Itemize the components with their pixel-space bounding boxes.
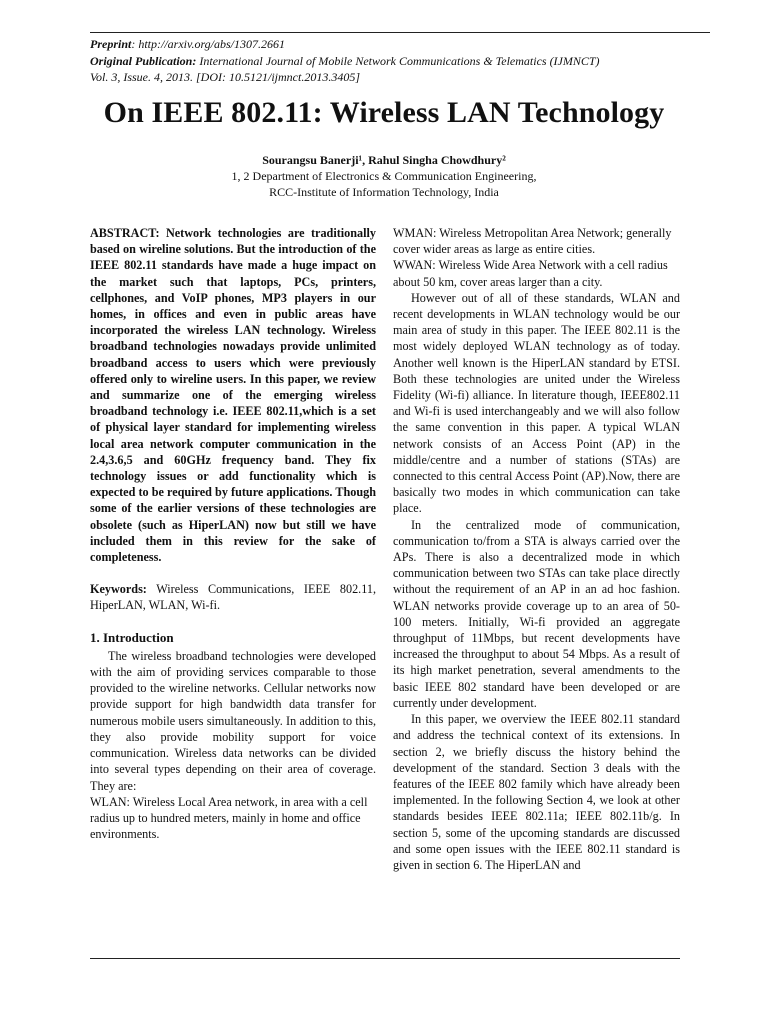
preprint-url[interactable]: : http://arxiv.org/abs/1307.2661 <box>131 37 285 51</box>
left-column <box>90 225 376 842</box>
publication-label: Original Publication: <box>90 53 197 68</box>
keywords-label: Keywords: <box>90 582 147 597</box>
wman-definition: WMAN: Wireless Metropolitan Area Network; generally cover wider areas as large as entire cities. <box>393 226 672 257</box>
body-paragraph-3: In this paper, we overview the IEEE 802.11 standard and address the technical context of its extensions. In section 2, we briefly discuss the history behind the development of the standard. Section 3 deals with the features of the IEEE 802 family which have already been implemented. In the following Section 4, we look at other standards besides IEEE 802.11a; IEEE 802.11b/g. In section 5, some of the upcoming standards are discussed and some open issues with the IEEE 802.11 standard is given in section 6. The HiperLAN and <box>393 712 680 872</box>
author-names: Sourangsu Banerji¹, Rahul Singha Chowdhury² <box>262 153 506 167</box>
paper-title: On IEEE 802.11: Wireless LAN Technology <box>103 96 665 129</box>
keywords <box>90 581 376 613</box>
body-paragraph-1: However out of all of these standards, WLAN and recent developments in WLAN technology would be our main area of study in this paper. The IEEE 802.11 is the most widely deployed WLAN technology as of today. Another well known is the HiperLAN standard by ETSI. Both these technologies are united under the Wireless Fidelity (Wi-fi) alliance. In literature though, IEEE802.11 and Wi-fi is used interchangeably and we will also follow the same convention in this paper. A typical WLAN network consists of an Access Point (AP) in the middle/centre and a number of stations (STAs) are connected to this central Access Point (AP).Now, there are basically two modes in which communication can take place. <box>393 290 680 516</box>
author-block <box>60 152 708 200</box>
abstract: ABSTRACT: Network technologies are traditionally based on wireline solutions. But the introduction of the IEEE 802.11 standards have made a huge impact on the market such that laptops, PCs, printers, cellphones, and VoIP phones, MP3 players in our homes, in offices and even in public areas have incorporated the wireless LAN technology. Wireless broadband technologies nowadays provide unlimited broadband access to users which were previously offered only to wireline users. In this paper, we review and summarize one of the emerging wireless broadband technology i.e. IEEE 802.11,which is a set of physical layer standard for implementing wireless local area network computer communication in the 2.4,3.6,5 and 60GHz frequency band. They fix technology issues or add functionality which is expected to be required by future applications. Though some of the earlier versions of these technologies are obsolete (such as HiperLAN) now but still we have included them in this review for the sake of completeness. <box>90 226 376 565</box>
publication-metadata <box>90 36 710 86</box>
publication-journal: International Journal of Mobile Network Communications & Telematics (IJMNCT) <box>196 53 600 68</box>
right-column <box>393 225 680 873</box>
header-rule <box>90 32 710 33</box>
publication-line <box>90 53 710 70</box>
wlan-definition: WLAN: Wireless Local Area network, in area with a cell radius up to hundred meters, mainly in home and office environments. <box>90 794 368 842</box>
preprint-label: Preprint <box>90 37 132 51</box>
body-paragraph-2: In the centralized mode of communication, communication to/from a STA is always carried over the APs. There is also a decentralized mode in which communication between two STAs can take place directly without the requirement of an AP in an ad hoc fashion. WLAN networks provide coverage up to an area of 50-100 meters. Initially, Wi-fi provided an aggregate throughput of 11Mbps, but recent developments have increased the throughput to about 54 Mbps. As a result of its high market penetration, several amendments to the basic IEEE 802 standard have been developed or are currently under development. <box>393 517 680 710</box>
wwan-definition: WWAN: Wireless Wide Area Network with a cell radius about 50 km, cover areas larger than a city. <box>393 258 668 289</box>
intro-paragraph: The wireless broadband technologies were developed with the aim of providing services comparable to those provided to the wireline networks. Cellular networks now provide support for high bandwidth data transfer for numerous mobile users simultaneously. In addition to this, they also provide mobility support for voice communication. Wireless data networks can be divided into several types depending on their area of coverage. They are: <box>90 648 376 793</box>
section-heading-introduction: 1. Introduction <box>90 629 174 645</box>
affiliation-line-1: 1, 2 Department of Electronics & Communication Engineering, <box>231 169 537 183</box>
footer-rule <box>90 958 680 959</box>
affiliation-line-2: RCC-Institute of Information Technology, India <box>269 185 499 199</box>
keywords-text: Wireless Communications, IEEE 802.11, HiperLAN, WLAN, Wi-fi. <box>90 582 376 613</box>
volume-line: Vol. 3, Issue. 4, 2013. [DOI: 10.5121/ijmnct.2013.3405] <box>90 70 360 84</box>
preprint-line <box>90 36 710 53</box>
